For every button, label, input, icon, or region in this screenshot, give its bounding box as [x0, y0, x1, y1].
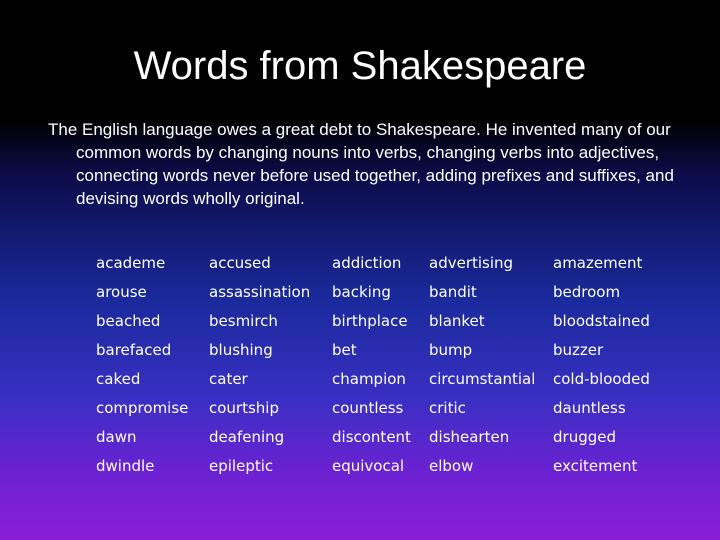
word-cell: cater: [209, 369, 248, 388]
word-row: [96, 335, 663, 364]
word-cell: equivocal: [332, 456, 405, 475]
word-cell: courtship: [209, 398, 279, 417]
word-cell: caked: [96, 369, 141, 388]
word-cell: beached: [96, 311, 161, 330]
word-cell: epileptic: [209, 456, 274, 475]
word-row: [96, 277, 663, 306]
word-cell: dawn: [96, 427, 137, 446]
word-cell: amazement: [553, 253, 643, 272]
word-cell: cold-blooded: [553, 369, 650, 388]
word-cell: blanket: [429, 311, 485, 330]
word-cell: backing: [332, 282, 391, 301]
word-cell: bandit: [429, 282, 477, 301]
intro-paragraph: The English language owes a great debt to Shakespeare. He invented many of our common words by changing nouns into verbs, changing verbs into adjectives, connecting words never before used together, adding prefixes and suffixes, and devising words wholly original.: [48, 120, 674, 208]
word-cell: assassination: [209, 282, 311, 301]
word-cell: champion: [332, 369, 406, 388]
word-cell: bedroom: [553, 282, 621, 301]
word-cell: discontent: [332, 427, 411, 446]
word-cell: besmirch: [209, 311, 278, 330]
word-cell: dauntless: [553, 398, 626, 417]
word-cell: elbow: [429, 456, 474, 475]
word-cell: academe: [96, 253, 166, 272]
word-cell: dishearten: [429, 427, 510, 446]
word-cell: countless: [332, 398, 404, 417]
word-cell: circumstantial: [429, 369, 536, 388]
word-cell: dwindle: [96, 456, 155, 475]
word-cell: barefaced: [96, 340, 172, 359]
word-cell: critic: [429, 398, 466, 417]
word-cell: deafening: [209, 427, 285, 446]
word-cell: accused: [209, 253, 271, 272]
word-row: [96, 248, 663, 277]
word-cell: bloodstained: [553, 311, 650, 330]
word-cell: compromise: [96, 398, 189, 417]
word-cell: buzzer: [553, 340, 604, 359]
word-cell: bump: [429, 340, 473, 359]
word-row: [96, 306, 663, 335]
word-cell: bet: [332, 340, 357, 359]
word-row: [96, 364, 663, 393]
word-cell: birthplace: [332, 311, 408, 330]
word-cell: advertising: [429, 253, 514, 272]
word-table: [96, 248, 663, 480]
word-cell: arouse: [96, 282, 147, 301]
word-row: [96, 422, 663, 451]
word-row: [96, 451, 663, 480]
word-cell: excitement: [553, 456, 638, 475]
word-cell: drugged: [553, 427, 616, 446]
word-row: [96, 393, 663, 422]
word-cell: blushing: [209, 340, 273, 359]
slide-title: Words from Shakespeare: [133, 44, 587, 88]
word-cell: addiction: [332, 253, 402, 272]
